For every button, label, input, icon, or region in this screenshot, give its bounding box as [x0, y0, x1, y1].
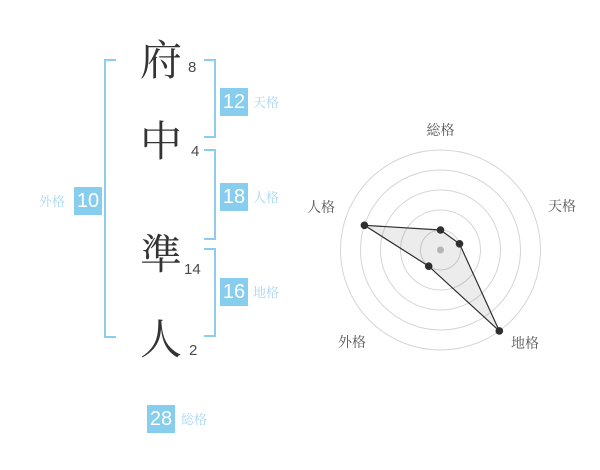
- gaikaku-badge: 10: [74, 187, 102, 215]
- name-char-4: 人: [139, 316, 182, 363]
- tenkaku-bracket: [204, 59, 216, 138]
- stroke-count-1: 8: [188, 59, 197, 76]
- stroke-count-3: 14: [184, 261, 201, 278]
- name-char-2: 中: [139, 118, 182, 165]
- radar-chart: [290, 100, 600, 380]
- radar-axis-gaikaku: 外格: [338, 334, 366, 350]
- gaikaku-badge-label: 外格: [39, 194, 66, 209]
- stroke-count-2: 4: [191, 143, 200, 160]
- jinkaku-badge: 18: [220, 183, 248, 211]
- chikaku-badge: 16: [220, 278, 248, 306]
- name-char-3: 準: [139, 231, 182, 278]
- jinkaku-badge-label: 人格: [253, 190, 280, 205]
- radar-axis-jinkaku: 人格: [307, 199, 335, 215]
- tenkaku-badge: 12: [220, 88, 248, 116]
- radar-axis-soukaku: 総格: [426, 122, 455, 138]
- soukaku-badge: 28: [147, 405, 175, 433]
- chikaku-badge-label: 地格: [253, 285, 280, 300]
- radar-center-dot: [437, 247, 444, 254]
- gaikaku-bracket: [104, 59, 116, 338]
- jinkaku-bracket: [204, 149, 216, 240]
- soukaku-badge-label: 総格: [181, 412, 208, 427]
- tenkaku-badge-label: 天格: [253, 95, 280, 110]
- chikaku-bracket: [204, 248, 216, 337]
- stroke-count-4: 2: [189, 342, 198, 359]
- radar-axis-chikaku: 地格: [511, 335, 539, 351]
- radar-axis-tenkaku: 天格: [548, 198, 576, 214]
- name-char-1: 府: [139, 37, 182, 84]
